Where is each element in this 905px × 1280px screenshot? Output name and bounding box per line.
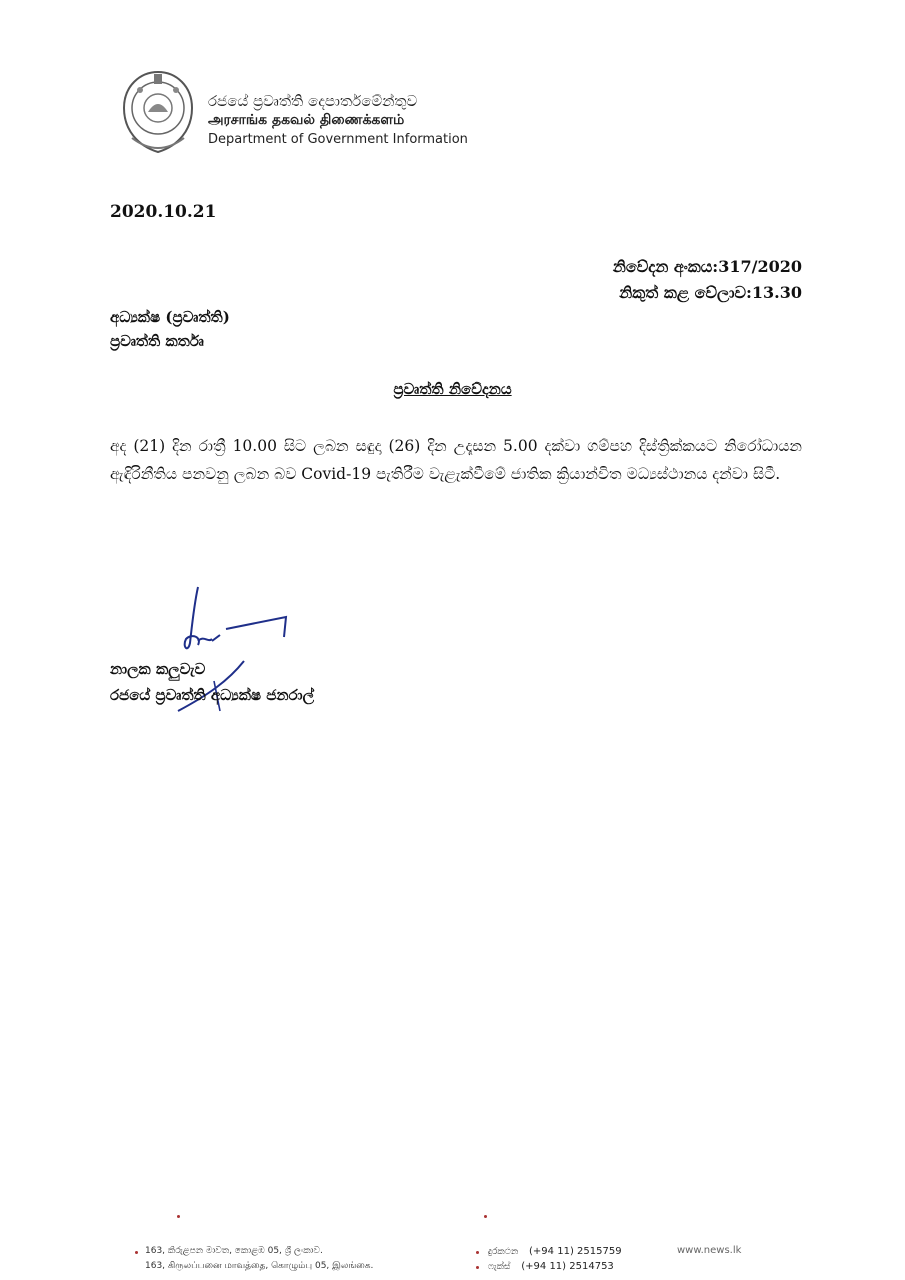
phone-label: දුරකථන — [488, 1247, 519, 1257]
phone-value: (+94 11) 2515759 — [529, 1246, 622, 1257]
signatory-title: රජයේ ප්‍රවෘත්ති අධ්‍යක්ෂ ජනරාල් — [110, 686, 315, 704]
phone-icon — [476, 1251, 479, 1254]
release-time-label: නිකුත් කළ වේලාව: — [619, 283, 752, 302]
fax-value: (+94 11) 2514753 — [521, 1261, 614, 1272]
release-number-label: නිවේදන අංකය: — [612, 257, 719, 276]
addressee-line-1: අධ්‍යක්ෂ (ප්‍රවෘත්ති) — [110, 308, 230, 326]
heading-text: ප්‍රවෘත්ති නිවේදනය — [393, 380, 512, 398]
fax-icon — [476, 1266, 479, 1269]
sri-lanka-emblem-icon — [118, 68, 198, 156]
org-name-english: Department of Government Information — [208, 132, 468, 147]
org-name-sinhala: රජයේ ප්‍රවෘත්ති දෙපාර්තමේන්තුව — [208, 92, 418, 110]
fax-label: ෆැක්ස් — [488, 1262, 511, 1272]
body-paragraph: අද (21) දින රාත්‍රී 10.00 සිට ලබන සඳුදා (26) දින උදෑසන 5.00 දක්වා ගම්පහ දිස්ත්‍රික්කයට නිරෝධායන ඇඳිරිනීතිය පනවනු ලබන බව Covid-19 පැතිරීම වැළැක්වීමේ ජාතික ක්‍රියාන්විත මධ්‍යස්ථානය දන්වා සිටී. — [110, 437, 802, 483]
footer-fax — [488, 1261, 614, 1272]
footer-website: www.news.lk — [677, 1245, 742, 1256]
release-time — [619, 283, 802, 303]
footer-address-sinhala: 163, කිරුළපන මාවත, කොළඹ 05, ශ්‍රී ලංකාව. — [145, 1246, 323, 1256]
document-date: 2020.10.21 — [110, 202, 217, 222]
signatory-name: නාලක කලුවැව — [110, 660, 206, 678]
release-number-value: 317/2020 — [718, 257, 802, 276]
footer-phone — [488, 1246, 622, 1257]
addressee-line-2: ප්‍රවෘත්ති කර්තෘ — [110, 332, 204, 350]
footer-address-tamil: 163, கிருலப்பனை மாவத்தை, கொழும்பு 05, இலங்கை. — [145, 1261, 374, 1271]
org-name-tamil: அரசாங்க தகவல் திணைக்களம் — [208, 112, 405, 128]
document-heading — [0, 380, 905, 398]
footer-mark-icon — [484, 1215, 487, 1218]
bullet-icon — [135, 1251, 138, 1254]
footer-mark-icon — [177, 1215, 180, 1218]
release-number — [613, 257, 802, 277]
release-time-value: 13.30 — [751, 283, 802, 302]
